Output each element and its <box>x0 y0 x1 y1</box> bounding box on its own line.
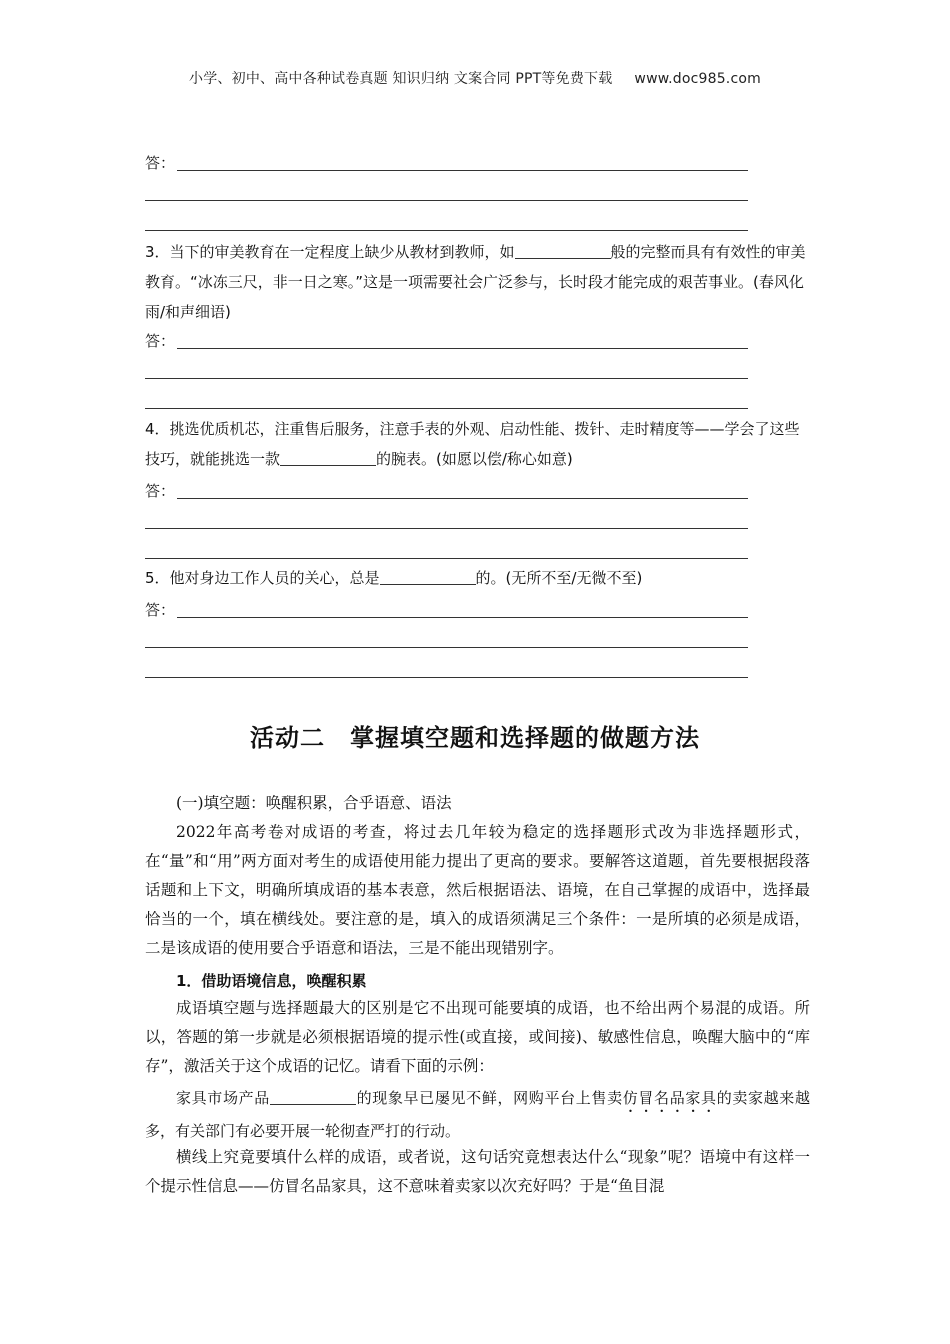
paragraph-1-text: 2022年高考卷对成语的考查，将过去几年较为稳定的选择题形式改为非选择题形式，在“量”和“用”两方面对考生的成语使用能力提出了更高的要求。要解答这道题，首先要根据段落话题和上下文，明确所填成语的基本表意，然后根据语法、语境，在自己掌握的成语中，选择最恰当的一个，填在横线处。要注意的是，填入的成语须满足三个条件：一是所填的必须是成语，二是该成语的使用要合乎语意和语法，三是不能出现错别字。 <box>145 823 810 957</box>
answer-line[interactable] <box>177 170 748 171</box>
answer-block-q4 <box>145 478 748 568</box>
answer-line[interactable] <box>177 617 748 618</box>
paragraph-2 <box>145 994 810 1081</box>
part1-heading <box>145 789 810 818</box>
answer-line[interactable] <box>145 647 748 648</box>
answer-label: 答： <box>145 482 176 500</box>
paragraph-3 <box>145 1143 810 1201</box>
answer-line[interactable] <box>145 528 748 529</box>
answer-line[interactable] <box>145 230 748 231</box>
question-5-text-b: 的。(无所不至/无微不至) <box>475 569 643 587</box>
answer-line[interactable] <box>145 558 748 559</box>
paragraph-1 <box>145 818 810 963</box>
answer-label: 答： <box>145 601 176 619</box>
section-title: 活动二 掌握填空题和选择题的做题方法 <box>250 724 700 752</box>
question-4 <box>145 414 810 474</box>
answer-line[interactable] <box>177 498 748 499</box>
answer-line[interactable] <box>177 348 748 349</box>
answer-block-q2 <box>145 150 748 240</box>
header-text: 小学、初中、高中各种试卷真题 知识归纳 文案合同 PPT等免费下载 <box>189 71 613 87</box>
example-sentence <box>145 1083 810 1146</box>
header-site: www.doc985.com <box>634 71 761 87</box>
answer-line[interactable] <box>145 677 748 678</box>
question-3-blank[interactable] <box>515 240 611 259</box>
example-dotted-text: 仿冒名品家具 <box>622 1089 717 1107</box>
question-4-text-b: 的腕表。(如愿以偿/称心如意) <box>376 450 573 468</box>
question-3-text-a: 3．当下的审美教育在一定程度上缺少从教材到教师，如 <box>145 243 515 261</box>
example-text-a: 家具市场产品 <box>176 1089 270 1107</box>
part1-heading-text: (一)填空题：唤醒积累，合乎语意、语法 <box>176 794 452 812</box>
question-5 <box>145 563 810 593</box>
question-3-text-b: 般的完整而具有有效性的审美教育。“冰冻三尺，非一日之寒。”这是一项需要社会广泛参与，长时段才能完成的艰苦事业。(春风化雨/和声细语) <box>145 243 806 321</box>
example-text-c: 的卖家越来越多，有关部门有必要开展一轮彻查严打的行动。 <box>145 1089 810 1140</box>
question-4-text-a: 4．挑选优质机芯，注重售后服务，注意手表的外观、启动性能、拨针、走时精度等——学会了这些技巧，就能挑选一款 <box>145 420 800 468</box>
page-header <box>0 68 950 88</box>
answer-label: 答： <box>145 332 176 350</box>
answer-line[interactable] <box>145 200 748 201</box>
answer-block-q5 <box>145 597 748 687</box>
paragraph-3-text: 横线上究竟要填什么样的成语，或者说，这句话究竟想表达什么“现象”呢？语境中有这样一个提示性信息——仿冒名品家具，这不意味着卖家以次充好吗？于是“鱼目混 <box>145 1148 810 1195</box>
answer-block-q3 <box>145 328 748 418</box>
answer-line[interactable] <box>145 378 748 379</box>
answer-label: 答： <box>145 154 176 172</box>
answer-line[interactable] <box>145 408 748 409</box>
question-5-blank[interactable] <box>380 566 476 585</box>
example-text-b: 的现象早已屡见不鲜，网购平台上售卖 <box>355 1089 623 1107</box>
question-3 <box>145 237 810 327</box>
paragraph-2-text: 成语填空题与选择题最大的区别是它不出现可能要填的成语，也不给出两个易混的成语。所以，答题的第一步就是必须根据语境的提示性(或直接，或间接)、敏感性信息，唤醒大脑中的“库存”，激活关于这个成语的记忆。请看下面的示例： <box>145 999 810 1075</box>
question-4-blank[interactable] <box>280 447 376 466</box>
subheading-1: 1．借助语境信息，唤醒积累 <box>176 972 367 990</box>
question-5-text-a: 5．他对身边工作人员的关心，总是 <box>145 569 380 587</box>
example-blank[interactable] <box>270 1086 356 1105</box>
